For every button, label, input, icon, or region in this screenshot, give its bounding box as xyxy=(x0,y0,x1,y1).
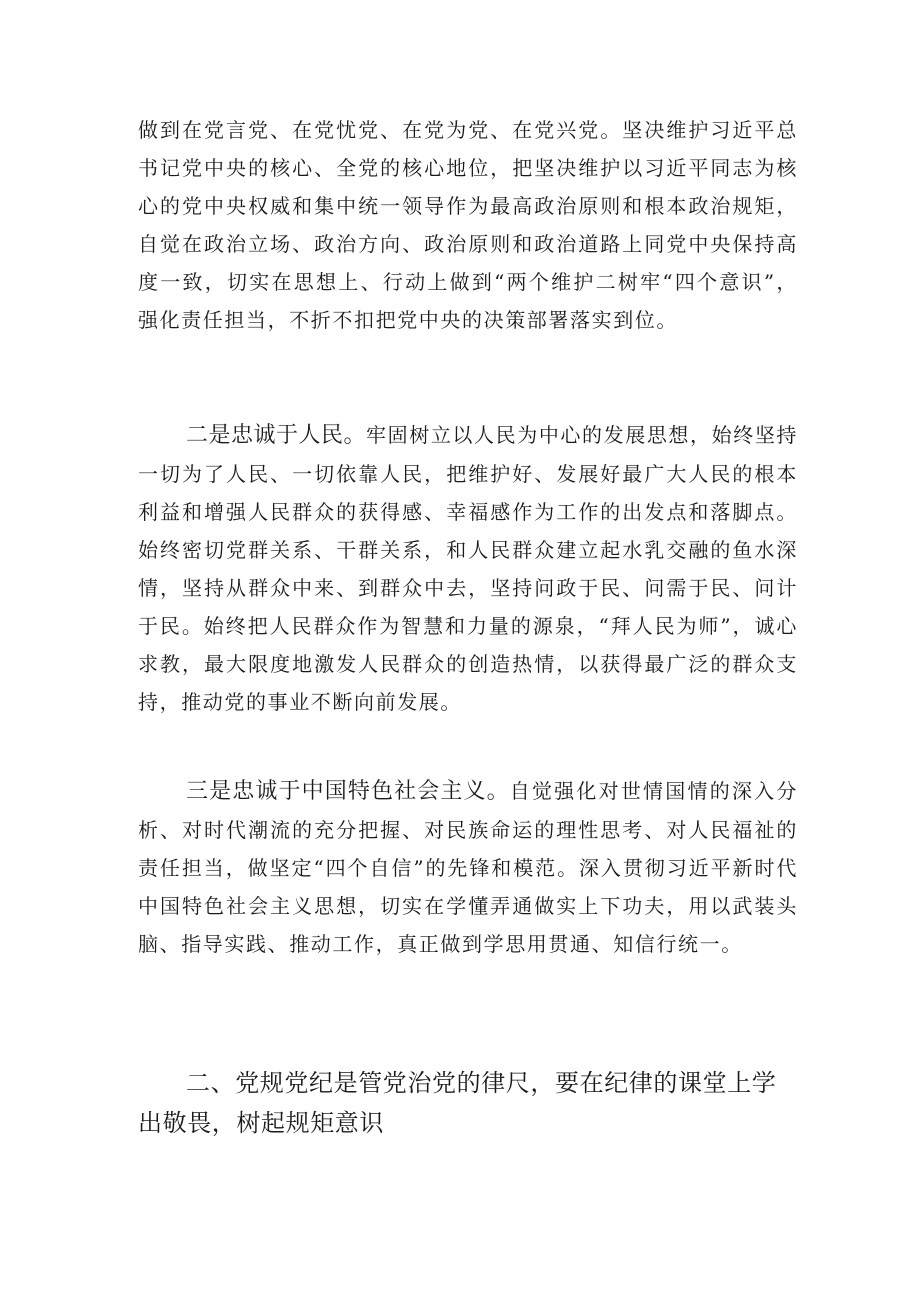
paragraph-2-lead: 二是忠诚于人民。 xyxy=(186,423,367,448)
paragraph-3-text: 自觉强化对世情国情的深入分析、对时代潮流的充分把握、对民族命运的理性思考、对人民福祉的责任担当，做坚定“四个自信”的先锋和模范。深入贯彻习近平新时代中国特色社会主义思想，切实在学懂弄通做实上下功夫，用以武装头脑、指导实践、推动工作，真正做到学思用贯通、知信行统一。 xyxy=(138,779,798,956)
body-paragraph-3 xyxy=(138,772,798,963)
paragraph-3-lead: 三是忠诚于中国特色社会主义。 xyxy=(186,779,510,804)
paragraph-2-text: 牢固树立以人民为中心的发展思想，始终坚持一切为了人民、一切依靠人民，把维护好、发展好最广大人民的根本利益和增强人民群众的获得感、幸福感作为工作的出发点和落脚点。始终密切党群关系、干群关系，和人民群众建立起水乳交融的鱼水深情，坚持从群众中来、到群众中去，坚持问政于民、问需于民、问计于民。始终把人民群众作为智慧和力量的源泉，“拜人民为师”，诚心求教，最大限度地激发人民群众的创造热情，以获得最广泛的群众支持，推动党的事业不断向前发展。 xyxy=(138,423,799,714)
section-heading-2: 二、党规党纪是管党治党的律尺，要在纪律的课堂上学出敬畏，树起规矩意识 xyxy=(138,1069,777,1137)
body-paragraph-2 xyxy=(138,416,798,721)
body-paragraph-1: 做到在党言党、在党忧党、在党为党、在党兴党。坚决维护习近平总书记党中央的核心、全党的核心地位，把坚决维护以习近平同志为核心的党中央权威和集中统一领导作为最高政治原则和根本政治规矩，自觉在政治立场、政治方向、政治原则和政治道路上同党中央保持高度一致，切实在思想上、行动上做到“两个维护二树牢“四个意识”，强化责任担当，不折不扣把党中央的决策部署落实到位。 xyxy=(138,118,798,332)
